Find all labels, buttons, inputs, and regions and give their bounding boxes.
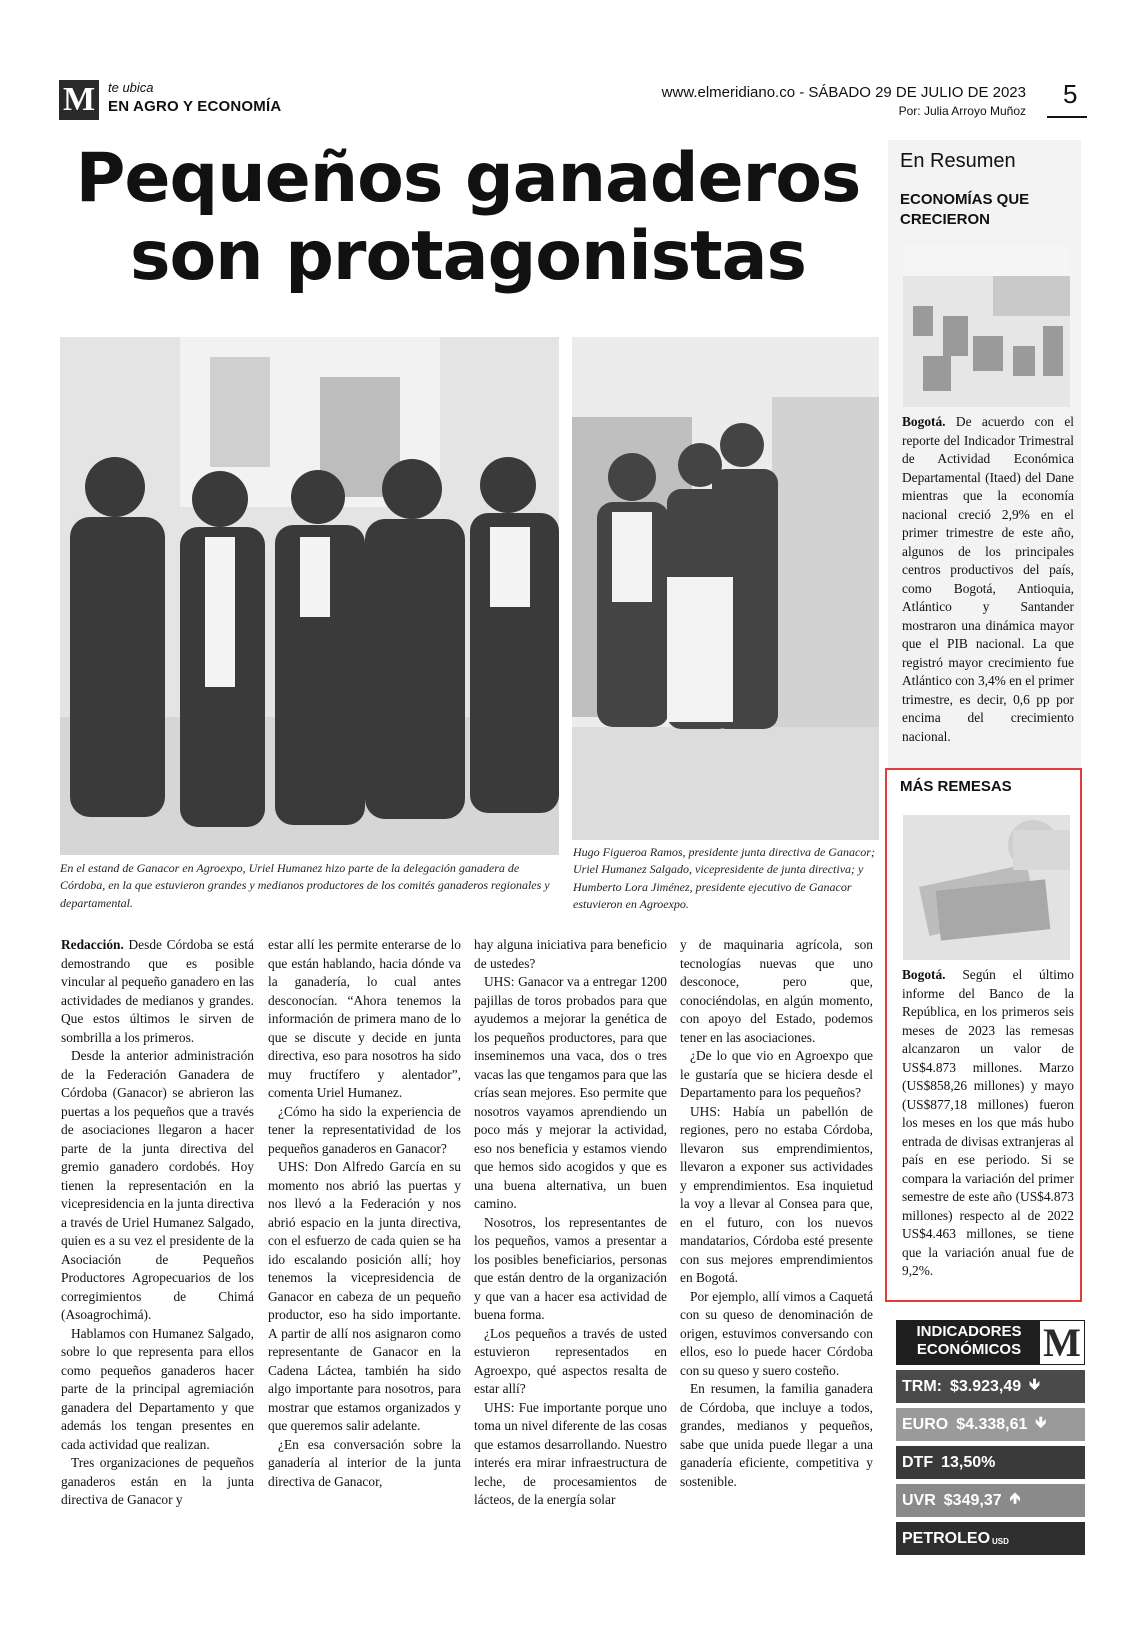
indicator-petroleo bbox=[896, 1522, 1085, 1555]
page-number-rule bbox=[1047, 116, 1087, 118]
indicator-label: TRM: bbox=[902, 1377, 942, 1395]
article-paragraph: Nosotros, los representantes de los pequeños, vamos a presentar a los posibles beneficiarios, personas que están dentro de la organización y que van a hacer esa actividad de buena forma. bbox=[474, 1214, 667, 1322]
indicator-label: UVR bbox=[902, 1491, 936, 1509]
sidebar-title: En Resumen bbox=[900, 150, 1016, 172]
indicator-value: 13,50% bbox=[941, 1453, 996, 1471]
article-paragraph: UHS: Ganacor va a entregar 1200 pajillas de toros probados para que ayudemos a mejorar la genética de los pequeños productores, para que inseminemos una vaca, dos o tres vacas las que tengamos para que las crías sean mejores. Eso permite que nosotros vayamos aprendiendo un poco más y mejorar la actividad, eso nos beneficia y estamos viendo que hemos sido acogidos y que es una buena alternativa, un buen camino. bbox=[474, 974, 667, 1211]
article-paragraph: Hablamos con Humanez Salgado, sobre lo que representa para ellos como pequeños ganaderos hacer parte de la principal agremiación ganadera del Departamento y que además los tengan presentes en cada actividad que realizan. bbox=[61, 1325, 254, 1452]
economias-body: De acuerdo con el reporte del Indicador Trimestral de Actividad Económica Departamental (Itaed) del Dane mientras que la economía nacional creció 2,9% en el primer trimestre de este año, algunos de los principales centros productivos del país, como Bogotá, Antioquia, Atlántico y Santander mostraron una dinámica mayor que el PIB nacional. La que registró mayor crecimiento fue Atlántico con 3,4% en el primer trimestre, es decir, 0,6 pp por encima del crecimiento nacional. bbox=[902, 414, 1074, 744]
article-question: ¿En esa conversación sobre la ganadería al interior de la junta directiva de Ganacor, bbox=[268, 1436, 461, 1489]
article-question: ¿Los pequeños a través de usted estuvieron representados en Agroexpo, qué aspectos resalta de estar allí? bbox=[474, 1325, 667, 1396]
indicator-value: $349,37 bbox=[943, 1491, 1002, 1509]
site-date: www.elmeridiano.co - SÁBADO 29 DE JULIO DE 2023 bbox=[661, 84, 1026, 101]
article-paragraph: Desde la anterior administración de la Federación Ganadera de Córdoba (Ganacor) se abrieron las puertas a los pequeños que a través de asociaciones llegaron a hacer parte de la junta directiva del gremio ganadero cordobés. Hoy tienen la representación en la vicepresidencia en la junta directiva a través de Uriel Humanez Salgado, quien es a su vez el presidente de la Asociación de Pequeños Productores Agropecuarios de los corregimientos de Chimá (Asoagrochimá). bbox=[61, 1048, 254, 1322]
article-paragraph: UHS: Había un pabellón de regiones, pero no estaba Córdoba, llevaron sus emprendimientos, llevaron a exponer sus actividades y emprendimientos. Esa inquietud la voy a llevar al Consea para que, en el futuro, con los nuevos mandatarios, Córdoba esté presente con sus mejores emprendimientos en Bogotá. bbox=[680, 1103, 873, 1285]
photo-ganacor-directors bbox=[572, 337, 879, 840]
indicator-trm bbox=[896, 1370, 1085, 1403]
indicator-unit: USD bbox=[992, 1537, 1009, 1546]
article-column-3 bbox=[474, 936, 667, 1556]
indicator-label: PETROLEO bbox=[902, 1529, 991, 1547]
headline: Pequeños ganaderos son protagonistas bbox=[75, 139, 861, 297]
indicator-label: DTF bbox=[902, 1453, 934, 1471]
article-paragraph bbox=[61, 936, 254, 1047]
paragraph-text: Desde Córdoba se está demostrando que es posible vincular al pequeño ganadero en las actividades de medianos y grandes. Que estos últimos le sirven de sombrilla a los primeros. bbox=[61, 937, 254, 1045]
indicator-euro bbox=[896, 1408, 1085, 1441]
article-column-4 bbox=[680, 936, 873, 1556]
dateline: Redacción. bbox=[61, 937, 124, 952]
remesas-dateline: Bogotá. bbox=[902, 967, 946, 982]
article-column-2 bbox=[268, 936, 461, 1556]
remesas-heading: MÁS REMESAS bbox=[900, 778, 1012, 795]
economias-dateline: Bogotá. bbox=[902, 414, 946, 429]
indicator-value: $4.338,61 bbox=[956, 1415, 1028, 1433]
article-question: ¿Cómo ha sido la experiencia de tener la representatividad de los pequeños ganaderos en Ganacor? bbox=[268, 1103, 461, 1156]
section-title: EN AGRO Y ECONOMÍA bbox=[108, 98, 282, 115]
economias-heading: ECONOMÍAS QUE CRECIERON bbox=[900, 191, 1030, 228]
article-paragraph: Tres organizaciones de pequeños ganaderos están en la junta directiva de Ganacor y bbox=[61, 1455, 254, 1507]
arrow-up-icon: 🡹 bbox=[1009, 1490, 1021, 1507]
photo-caption-directors: Hugo Figueroa Ramos, presidente junta directiva de Ganacor; Uriel Humanez Salgado, vicepresidente de junta directiva; y Humberto Lora Jiménez, presidente ejecutivo de Ganacor estuvieron en Agroexpo. bbox=[573, 845, 875, 912]
indicator-uvr bbox=[896, 1484, 1085, 1517]
money-photo bbox=[903, 815, 1070, 960]
header-tagline: te ubica bbox=[108, 80, 154, 95]
article-paragraph: estar allí les permite enterarse de lo que están hablando, hacia dónde va la ganadería, lo cual antes desconocían. “Ahora tenemos la información de primera mano de lo que se discute y decide en junta directiva, eso para nosotros ha sido muy fructífero y alentador”, comenta Uriel Humanez. bbox=[268, 937, 461, 1100]
indicator-value: $3.923,49 bbox=[949, 1377, 1022, 1395]
article-paragraph: Por ejemplo, allí vimos a Caquetá con su queso de denominación de origen, estuvimos conversando con ellos, eso lo puede hacer Córdoba con su queso y suero costeño. bbox=[680, 1288, 873, 1378]
article-question: hay alguna iniciativa para beneficio de ustedes? bbox=[474, 937, 667, 971]
photo-caption-stand: En el estand de Ganacor en Agroexpo, Uriel Humanez hizo parte de la delegación ganadera de Córdoba, en la que estuvieron grandes y medianos productores de los comités ganaderos regionales y departamental. bbox=[60, 861, 550, 910]
indicators-logo: M bbox=[1040, 1321, 1084, 1364]
remesas-text bbox=[902, 966, 1074, 1281]
city-aerial-photo bbox=[903, 246, 1070, 407]
photo-ganacor-stand bbox=[60, 337, 559, 855]
article-paragraph: UHS: Fue importante porque uno toma un nivel diferente de las cosas que estamos desarrollando. Nuestro interés era mirar infraestructura de leche, de procesamientos de lácteos, de la energía solar bbox=[474, 1399, 667, 1507]
article-column-1 bbox=[61, 936, 254, 1556]
article-paragraph: y de maquinaria agrícola, son tecnologías nuevas que uno desconoce, pero que, conociéndolas, en algún momento, con apoyo del Estado, podemos tener en las asociaciones. bbox=[680, 937, 873, 1045]
article-paragraph: En resumen, la familia ganadera de Córdoba, que incluye a todos, grandes, medianos y pequeños, sabe que unida puede llegar a una ganadería eficiente, competitiva y sostenible. bbox=[680, 1381, 873, 1489]
newspaper-logo: M bbox=[59, 80, 99, 120]
indicator-dtf bbox=[896, 1446, 1085, 1479]
author-byline: Por: Julia Arroyo Muñoz bbox=[898, 104, 1026, 118]
indicator-label: EURO bbox=[902, 1415, 949, 1433]
remesas-body: Según el último informe del Banco de la República, en los primeros seis meses de 2023 las remesas alcanzaron un valor de US$4.873 millones. Marzo (US$858,26 millones) y mayo (US$877,18 millones) fueron los meses en los que más hubo entrada de divisas extranjeras al país en ese periodo. Si se compara la variación del primer semestre de este año (US$4.873 millones) respecto al de 2022 US$4.463 millones, se tiene que la variación anual fue de 9,2%. bbox=[902, 967, 1074, 1278]
arrow-down-icon: 🡻 bbox=[1035, 1414, 1047, 1431]
article-question: ¿De lo que vio en Agroexpo que le gustaría que se hiciera desde el Departamento para los pequeños? bbox=[680, 1048, 873, 1100]
page-number: 5 bbox=[1063, 79, 1078, 109]
arrow-down-icon: 🡻 bbox=[1029, 1376, 1040, 1393]
article-paragraph: UHS: Don Alfredo García en su momento nos abrió las puertas y nos llevó a la Federación y nos abrió espacio en la junta directiva, con el esfuerzo de cada quien se ha ido escalando posición allí; hoy tenemos la vicepresidencia de Ganacor en cabeza de un pequeño productor, eso ha sido importante. A partir de allí nos asignaron como representante de Ganacor en la Cadena Láctea, también ha sido algo importante para nosotros, para mostrar que estamos organizados y que queremos salir adelante. bbox=[268, 1159, 461, 1433]
economias-text bbox=[902, 413, 1074, 746]
indicators-title: INDICADORES ECONÓMICOS bbox=[916, 1323, 1022, 1358]
